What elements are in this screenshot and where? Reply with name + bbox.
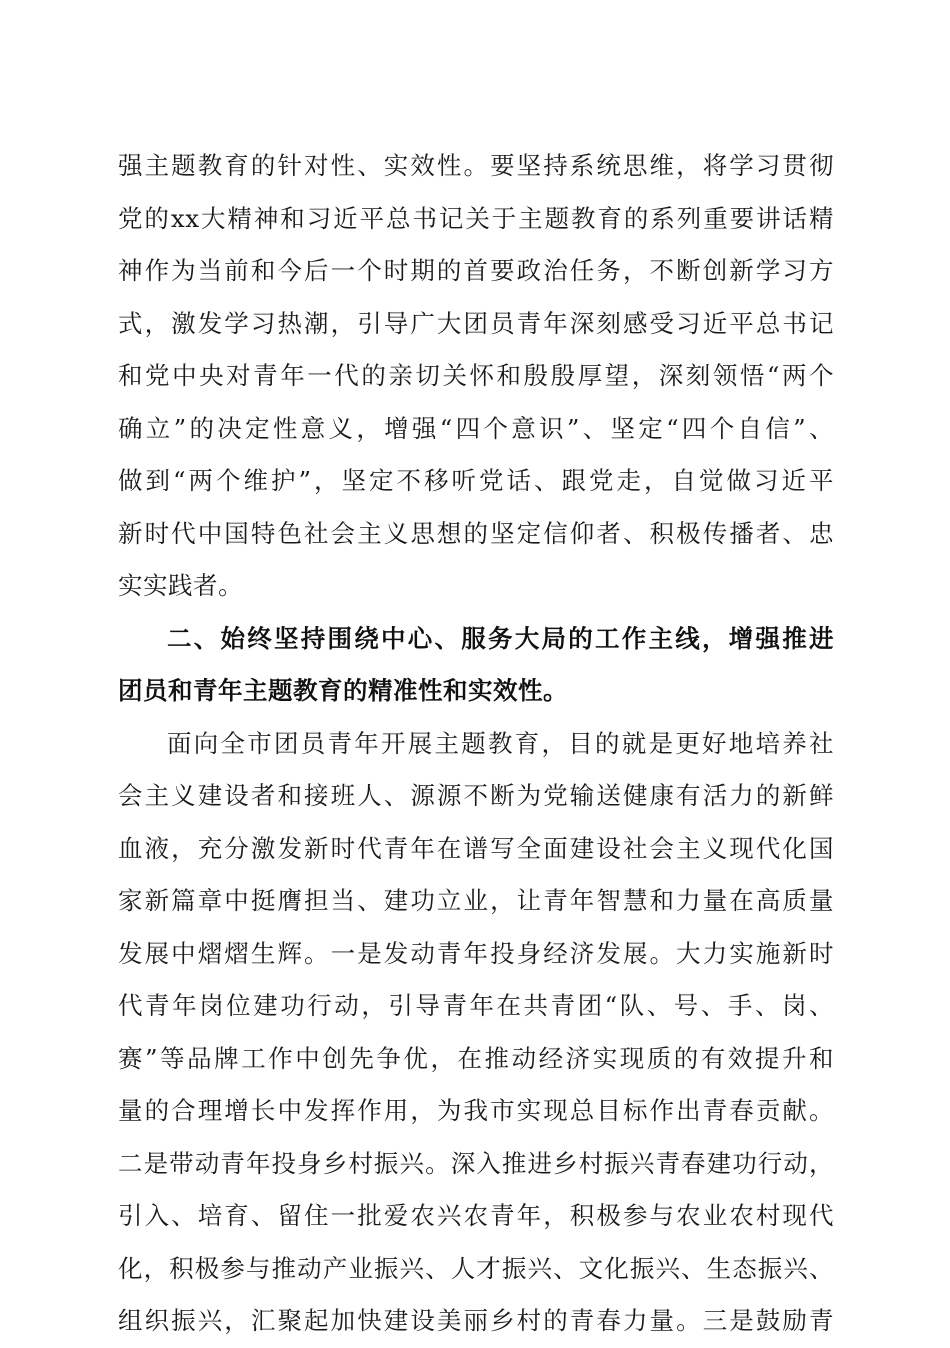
heading-line: 团员和青年主题教育的精准性和实效性。 [118, 676, 568, 705]
document-body [118, 140, 834, 1348]
paragraph-line: 做到“两个维护”，坚定不移听党话、跟党走，自觉做习近平 [118, 466, 834, 495]
paragraph-youth-education [118, 718, 834, 1348]
paragraph-line: 和党中央对青年一代的亲切关怀和殷殷厚望，深刻领悟“两个 [118, 361, 834, 390]
paragraph-line: 引入、培育、留住一批爱农兴农青年，积极参与农业农村现代 [118, 1201, 834, 1230]
paragraph-line: 党的xx大精神和习近平总书记关于主题教育的系列重要讲话精 [118, 203, 834, 233]
heading-line: 二、始终坚持围绕中心、服务大局的工作主线，增强推进 [167, 623, 834, 653]
paragraph-line: 会主义建设者和接班人、源源不断为党输送健康有活力的新鲜 [118, 781, 834, 810]
paragraph-line: 组织振兴，汇聚起加快建设美丽乡村的青春力量。三是鼓励青 [118, 1306, 834, 1335]
paragraph-line: 面向全市团员青年开展主题教育，目的就是更好地培养社 [167, 728, 834, 758]
paragraph-line: 强主题教育的针对性、实效性。要坚持系统思维，将学习贯彻 [118, 151, 834, 180]
paragraph-line: 代青年岗位建功行动，引导青年在共青团“队、号、手、岗、 [118, 991, 834, 1020]
paragraph-line: 二是带动青年投身乡村振兴。深入推进乡村振兴青春建功行动， [118, 1148, 834, 1178]
paragraph-line: 家新篇章中挺膺担当、建功立业，让青年智慧和力量在高质量 [118, 886, 834, 915]
paragraph-line: 新时代中国特色社会主义思想的坚定信仰者、积极传播者、忠 [118, 518, 834, 548]
paragraph-line: 血液，充分激发新时代青年在谱写全面建设社会主义现代化国 [118, 833, 834, 863]
paragraph-line: 确立”的决定性意义，增强“四个意识”、坚定“四个自信”、 [118, 413, 834, 443]
paragraph-theme-education-continued [118, 140, 834, 613]
paragraph-line: 赛”等品牌工作中创先争优，在推动经济实现质的有效提升和 [118, 1043, 834, 1073]
section-heading-two [118, 613, 834, 718]
paragraph-line: 化，积极参与推动产业振兴、人才振兴、文化振兴、生态振兴、 [118, 1253, 834, 1283]
paragraph-line: 量的合理增长中发挥作用，为我市实现总目标作出青春贡献。 [118, 1096, 834, 1125]
paragraph-line: 式，激发学习热潮，引导广大团员青年深刻感受习近平总书记 [118, 308, 834, 338]
paragraph-line: 神作为当前和今后一个时期的首要政治任务，不断创新学习方 [118, 256, 834, 285]
paragraph-line: 发展中熠熠生辉。一是发动青年投身经济发展。大力实施新时 [118, 938, 834, 968]
paragraph-line: 实实践者。 [118, 571, 243, 600]
